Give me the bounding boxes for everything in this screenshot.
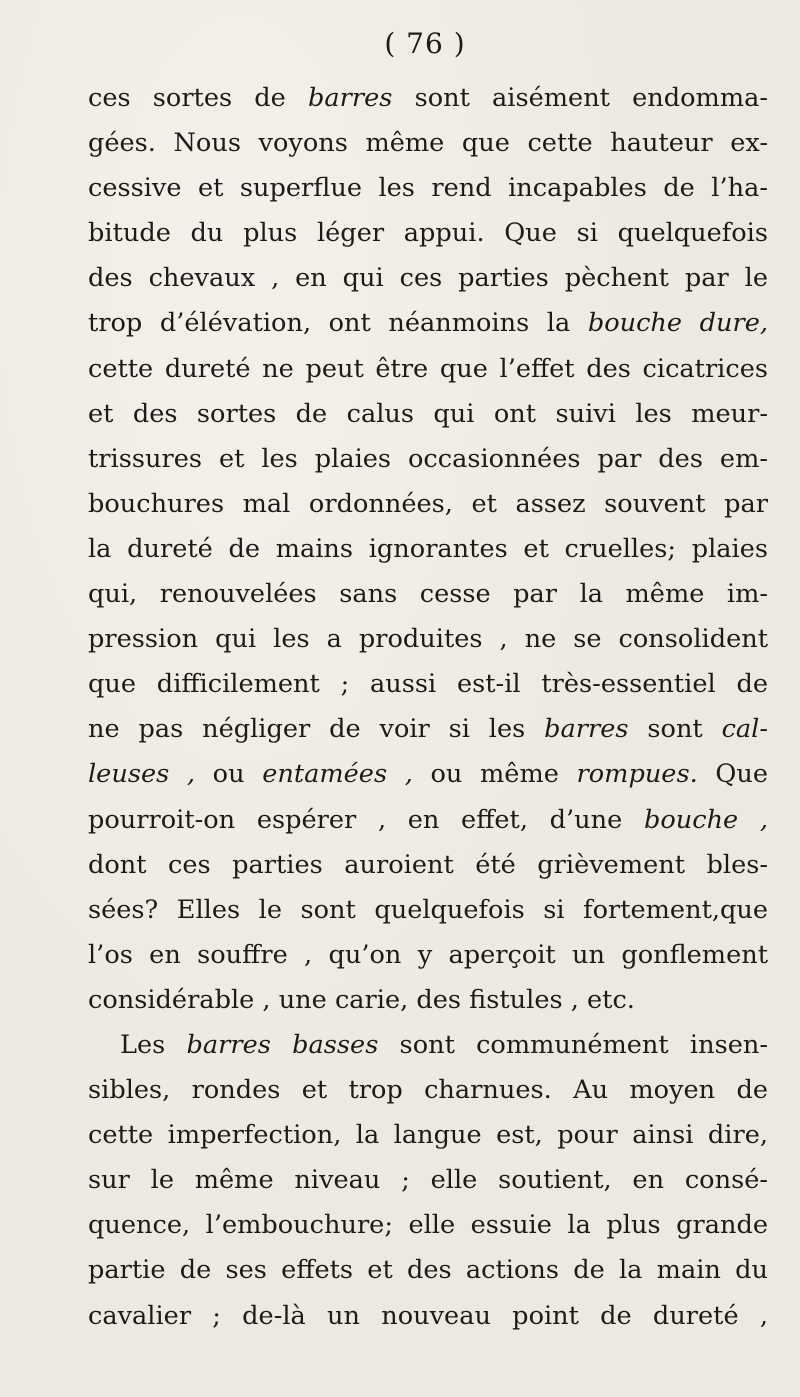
text-line <box>88 843 768 888</box>
italic-term: barres <box>544 714 629 745</box>
text-segment: sont communément insen- <box>378 1029 768 1060</box>
text-segment: Les <box>120 1029 187 1060</box>
text-segment: Que <box>697 759 768 790</box>
italic-term: leuses , <box>88 759 196 790</box>
text-segment: pression qui les a produites , ne se consolident <box>88 624 768 655</box>
text-line <box>88 211 768 256</box>
text-line <box>88 617 768 662</box>
text-line <box>88 527 768 572</box>
italic-term: cal- <box>721 714 769 745</box>
text-segment: ou même <box>412 759 577 790</box>
text-segment: quence, l’embouchure; elle essuie la plus grande <box>88 1210 768 1241</box>
text-line <box>88 76 768 121</box>
text-segment: des chevaux , en qui ces parties pèchent par le <box>88 263 768 294</box>
text-segment: et des sortes de calus qui ont suivi les meur- <box>88 398 768 429</box>
italic-term: bouche , <box>643 804 769 835</box>
text-line <box>88 1068 768 1113</box>
text-line <box>88 1248 768 1293</box>
text-line <box>88 572 768 617</box>
text-segment: partie de ses effets et des actions de la main du <box>88 1255 768 1286</box>
text-segment: qui, renouvelées sans cesse par la même im- <box>88 579 768 610</box>
text-line <box>88 1203 768 1248</box>
text-segment: considérable , une carie, des fistules , etc. <box>88 984 635 1015</box>
text-line <box>88 482 768 527</box>
text-line <box>88 121 768 166</box>
text-line <box>88 707 768 752</box>
text-segment: gées. Nous voyons même que cette hauteur ex- <box>88 128 768 159</box>
italic-term: rompues. <box>576 759 698 790</box>
text-line <box>88 752 768 797</box>
text-segment: sont aisément endomma- <box>392 83 768 113</box>
text-segment: ces sortes de <box>88 83 308 113</box>
text-line <box>88 978 768 1023</box>
italic-term: barres basses <box>186 1029 379 1060</box>
text-line <box>88 301 768 346</box>
text-segment: bouchures mal ordonnées, et assez souvent par <box>88 488 768 519</box>
text-segment: sées? Elles le sont quelquefois si fortement,que <box>88 894 768 925</box>
text-line <box>88 347 768 392</box>
text-line <box>88 1294 768 1339</box>
text-line <box>88 1023 768 1068</box>
text-line <box>88 1113 768 1158</box>
text-line <box>88 798 768 843</box>
text-segment: bitude du plus léger appui. Que si quelquefois <box>88 218 768 249</box>
text-segment: pourroit-on espérer , en effet, d’une <box>88 804 644 835</box>
text-segment: sont <box>628 714 722 745</box>
text-line <box>88 437 768 482</box>
text-segment: que difficilement ; aussi est-il très-essentiel de <box>88 669 768 700</box>
italic-term: entamées , <box>262 759 413 790</box>
text-segment: l’os en souffre , qu’on y aperçoit un gonflement <box>88 939 768 970</box>
text-segment: cette imperfection, la langue est, pour ainsi dire, <box>88 1120 768 1151</box>
text-segment: ou <box>195 759 263 790</box>
text-segment: ne pas négliger de voir si les <box>88 714 545 745</box>
text-line <box>88 256 768 301</box>
text-segment: trissures et les plaies occasionnées par des em- <box>88 443 768 474</box>
text-segment: cavalier ; de-là un nouveau point de dureté , <box>88 1300 768 1331</box>
text-segment: cette dureté ne peut être que l’effet des cicatrices <box>88 353 768 384</box>
italic-term: bouche dure, <box>587 308 768 339</box>
text-segment: trop d’élévation, ont néanmoins la <box>88 308 588 339</box>
text-segment: sur le même niveau ; elle soutient, en consé- <box>88 1165 768 1196</box>
text-segment: cessive et superflue les rend incapables de l’ha- <box>88 173 768 204</box>
text-line <box>88 1158 768 1203</box>
text-line <box>88 933 768 978</box>
text-segment: la dureté de mains ignorantes et cruelles; plaies <box>88 533 768 564</box>
text-line <box>88 888 768 933</box>
text-segment: dont ces parties auroient été grièvement bles- <box>88 849 768 880</box>
italic-term: barres <box>308 83 393 113</box>
text-line <box>88 166 768 211</box>
text-line <box>88 392 768 437</box>
page-number: ( 76 ) <box>384 27 466 60</box>
text-line <box>88 662 768 707</box>
text-segment: sibles, rondes et trop charnues. Au moyen de <box>88 1075 768 1106</box>
body-text <box>88 76 769 1339</box>
